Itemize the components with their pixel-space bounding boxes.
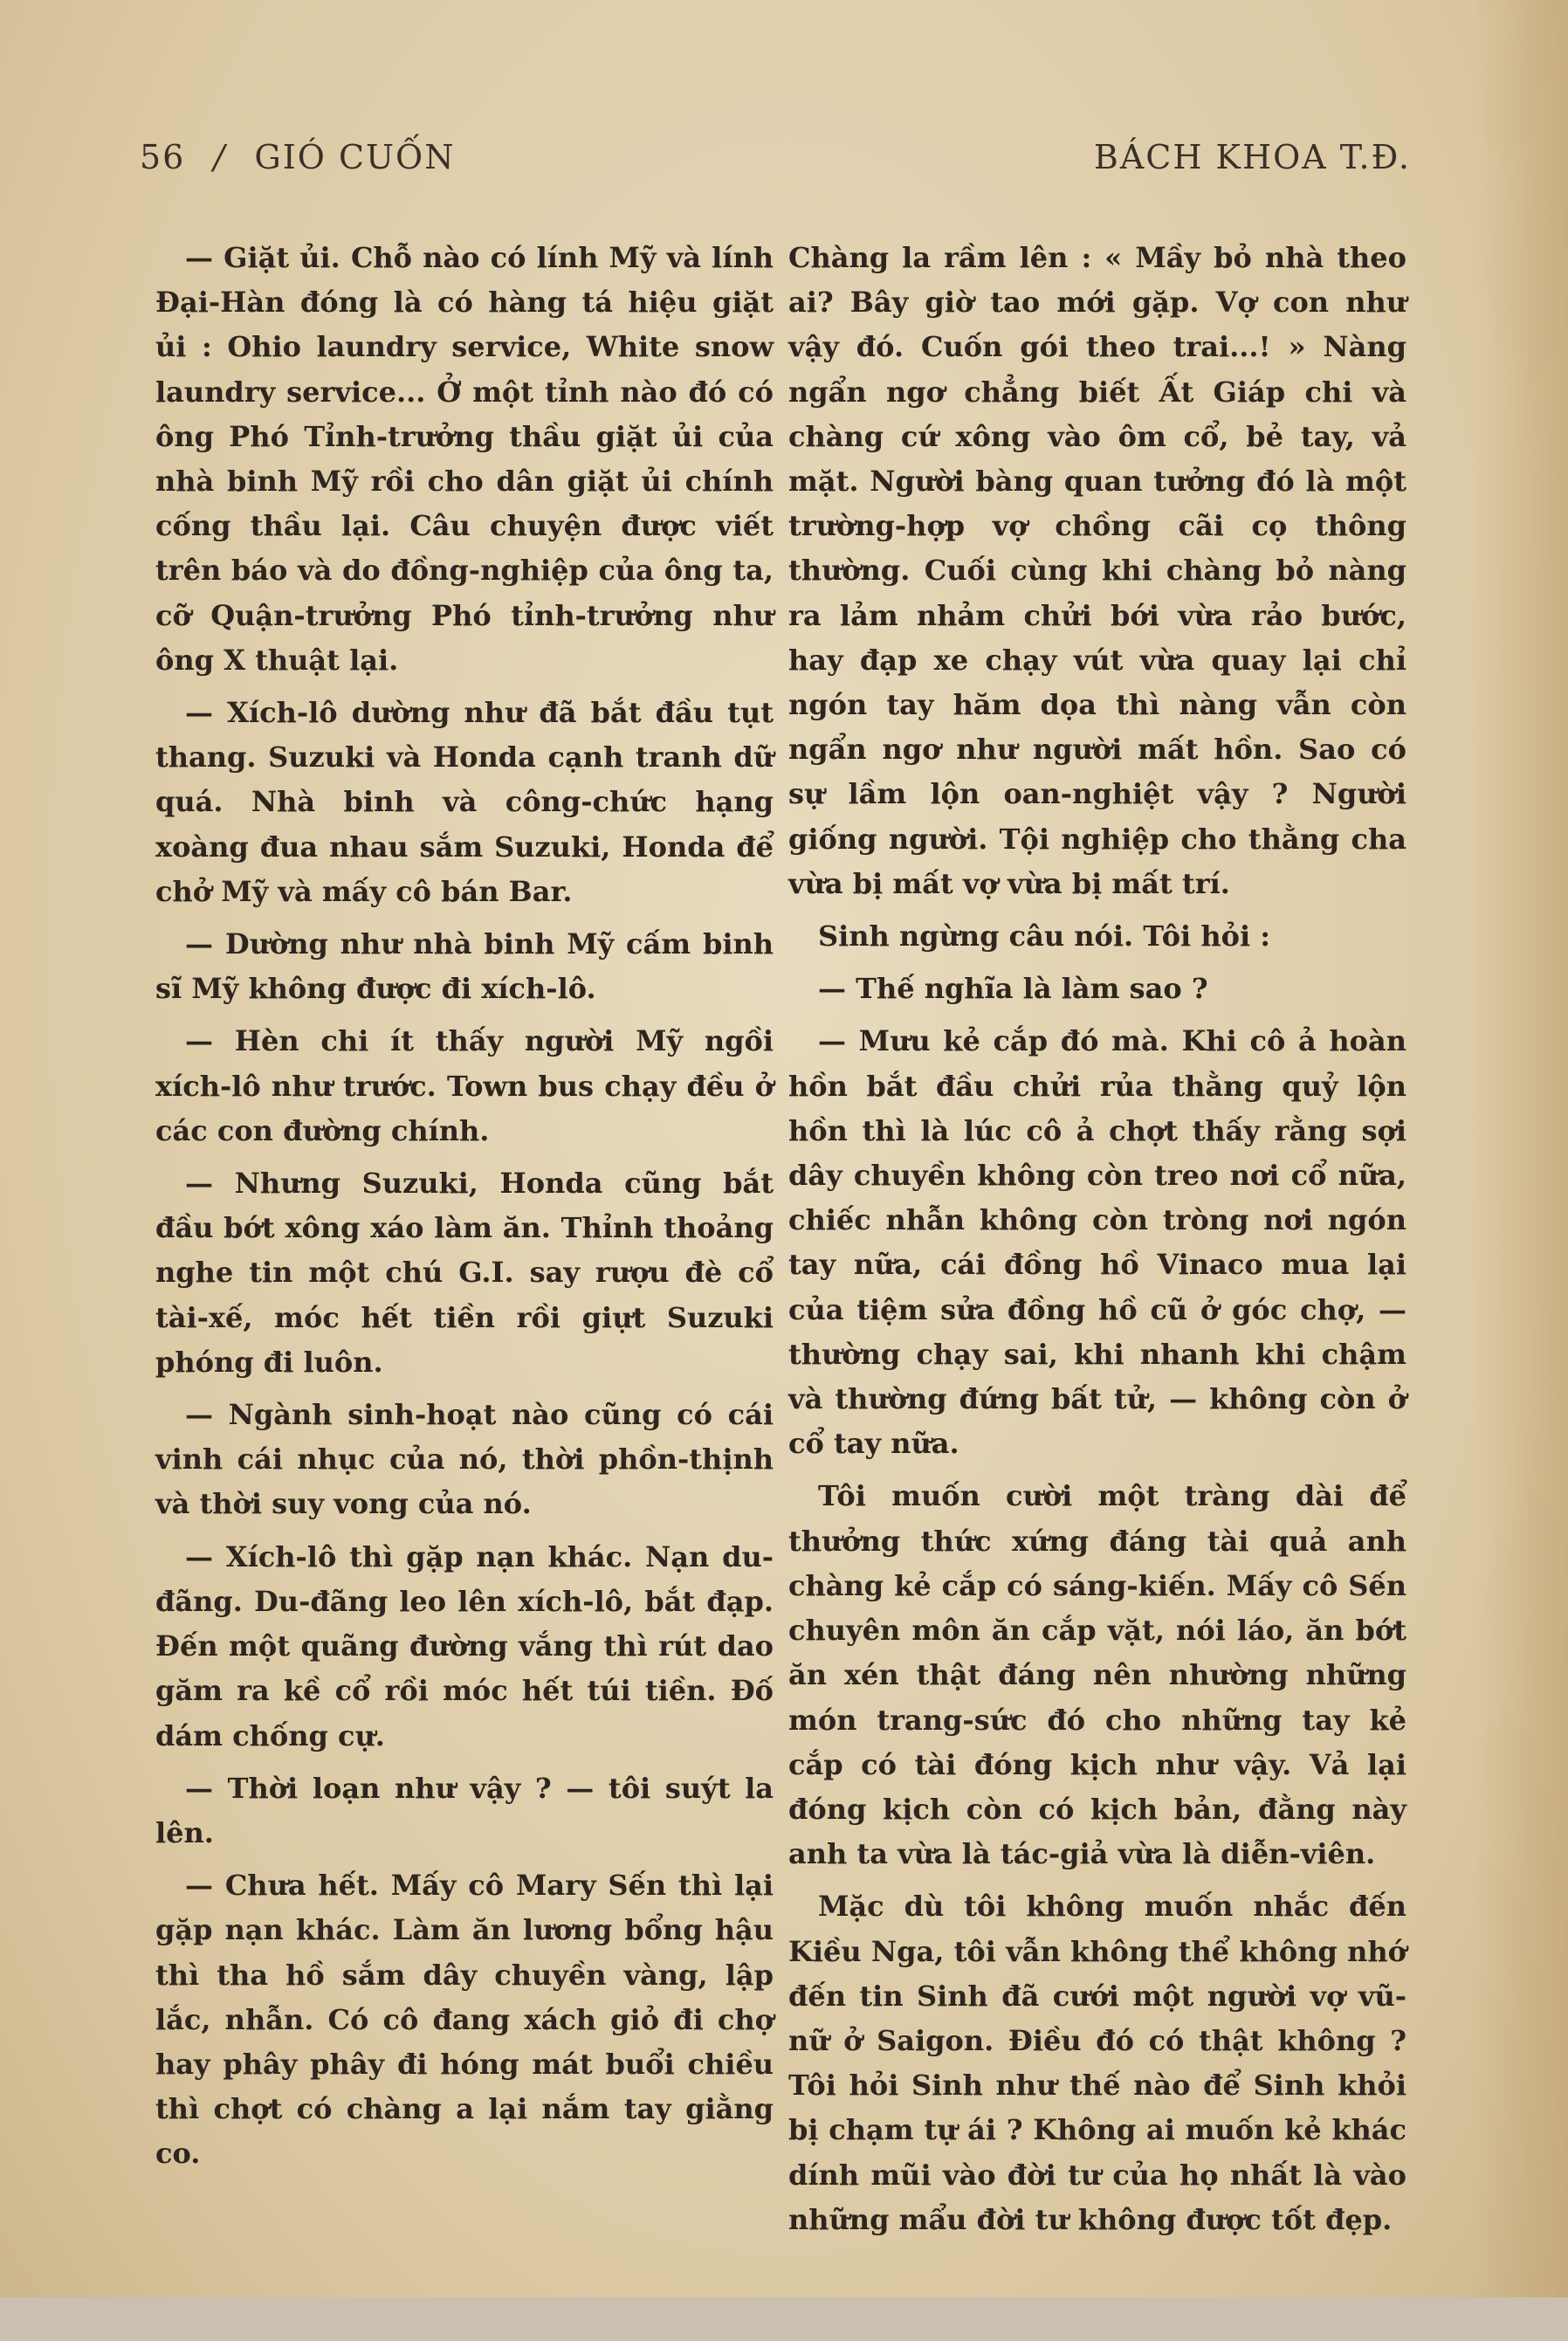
paragraph: — Hèn chi ít thấy người Mỹ ngồi xích-lô như trước. Town bus chạy đều ở các con đường chính. xyxy=(155,1024,774,1147)
paragraph: Chàng la rầm lên : « Mầy bỏ nhà theo ai? Bây giờ tao mới gặp. Vợ con như vậy đó. Cuốn gói theo trai...! » Nàng ngẩn ngơ chẳng biết Ất Giáp chi và chàng cứ xông vào ôm cổ, bẻ tay, vả mặt. Người bàng quan tưởng đó là một trường-hợp vợ chồng cãi cọ thông thường. Cuối cùng khi chàng bỏ nàng ra lảm nhảm chửi bới vừa rảo bước, hay đạp xe chạy vút vừa quay lại chỉ ngón tay hăm dọa thì nàng vẫn còn ngẩn ngơ như người mất hồn. Sao có sự lầm lộn oan-nghiệt vậy ? Người giống người. Tội nghiệp cho thằng cha vừa bị mất vợ vừa bị mất trí. xyxy=(788,241,1406,900)
paragraph: — Xích-lô thì gặp nạn khác. Nạn du-đãng. Du-đãng leo lên xích-lô, bắt đạp. Đến một quãng đường vắng thì rút dao găm ra kề cổ rồi móc hết túi tiền. Đố dám chống cự. xyxy=(155,1539,774,1752)
paragraph: — Dường như nhà binh Mỹ cấm binh sĩ Mỹ không được đi xích-lô. xyxy=(155,927,774,1006)
paragraph: — Chưa hết. Mấy cô Mary Sến thì lại gặp nạn khác. Làm ăn lương bổng hậu thì tha hồ sắm dây chuyền vàng, lập lắc, nhẫn. Có cô đang xách giỏ đi chợ hay phây phây đi hóng mát buổi chiều thì chợt có chàng a lại nắm tay giằng co. xyxy=(155,1869,774,2171)
paragraph: — Mưu kẻ cắp đó mà. Khi cô ả hoàn hồn bắt đầu chửi rủa thằng quỷ lộn hồn thì là lúc cô ả chợt thấy rằng sợi dây chuyền không còn treo nơi cổ nữa, chiếc nhẫn không còn tròng nơi ngón tay nữa, cái đồng hồ Vinaco mua lại của tiệm sửa đồng hồ cũ ở góc chợ, — thường chạy sai, khi nhanh khi chậm và thường đứng bất tử, — không còn ở cổ tay nữa. xyxy=(788,1024,1406,1461)
scan-bottom-margin xyxy=(0,2297,1568,2341)
left-column xyxy=(155,236,774,2185)
paragraph: — Xích-lô dường như đã bắt đầu tụt thang. Suzuki và Honda cạnh tranh dữ quá. Nhà binh và công-chức hạng xoàng đua nhau sắm Suzuki, Honda để chở Mỹ và mấy cô bán Bar. xyxy=(155,696,774,908)
header-separator: / xyxy=(213,138,227,176)
paragraph: Tôi muốn cười một tràng dài để thưởng thức xứng đáng tài quả anh chàng kẻ cắp có sáng-kiến. Mấy cô Sến chuyên môn ăn cắp vặt, nói láo, ăn bớt ăn xén thật đáng nên nhường những món trang-sức đó cho những tay kẻ cắp có tài đóng kịch như vậy. Vả lại đóng kịch còn có kịch bản, đằng này anh ta vừa là tác-giả vừa là diễn-viên. xyxy=(788,1479,1406,1871)
page-number: 56 xyxy=(140,138,186,176)
paragraph: Sinh ngừng câu nói. Tôi hỏi : xyxy=(818,919,1271,954)
chapter-title: GIÓ CUỐN xyxy=(254,138,456,176)
paragraph: Mặc dù tôi không muốn nhắc đến Kiều Nga, tôi vẫn không thể không nhớ đến tin Sinh đã cưới một người vợ vũ-nữ ở Saigon. Điều đó có thật không ? Tôi hỏi Sinh như thế nào để Sinh khỏi bị chạm tự ái ? Không ai muốn kẻ khác dính mũi vào đời tư của họ nhất là vào những mẩu đời tư không được tốt đẹp. xyxy=(788,1890,1406,2236)
paragraph: — Nhưng Suzuki, Honda cũng bắt đầu bớt xông xáo làm ăn. Thỉnh thoảng nghe tin một chú G.I. say rượu đè cổ tài-xế, móc hết tiền rồi giựt Suzuki phóng đi luôn. xyxy=(155,1167,774,1379)
right-column xyxy=(788,236,1406,2250)
paragraph: — Thời loạn như vậy ? — tôi suýt la lên. xyxy=(155,1771,774,1849)
magazine-title: BÁCH KHOA T.Đ. xyxy=(1093,138,1411,176)
paragraph: — Thế nghĩa là làm sao ? xyxy=(818,972,1208,1006)
paragraph: — Ngành sinh-hoạt nào cũng có cái vinh cái nhục của nó, thời phồn-thịnh và thời suy vong của nó. xyxy=(155,1398,774,1521)
header-left xyxy=(140,138,455,176)
page-edge-shadow xyxy=(1472,0,1568,2341)
paragraph: — Giặt ủi. Chỗ nào có lính Mỹ và lính Đại-Hàn đóng là có hàng tá hiệu giặt ủi : Ohio laundry service, White snow laundry service... Ở một tỉnh nào đó có ông Phó Tỉnh-trưởng thầu giặt ủi của nhà binh Mỹ rồi cho dân giặt ủi chính cống thầu lại. Câu chuyện được viết trên báo và do đồng-nghiệp của ông ta, cỡ Quận-trưởng Phó tỉnh-trưởng như ông X thuật lại. xyxy=(155,241,774,677)
running-header xyxy=(140,138,1411,190)
